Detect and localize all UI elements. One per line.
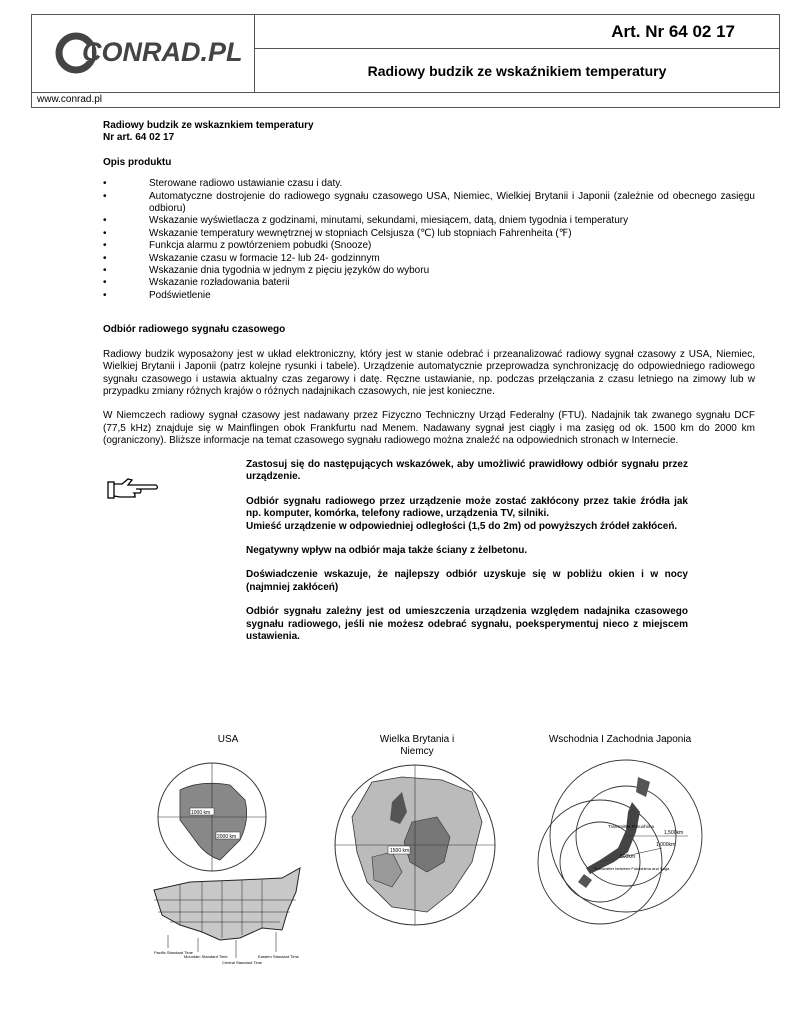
logo-text: CONRAD.PL: [82, 37, 243, 67]
logo-cell: [32, 15, 255, 92]
bullet: •: [103, 240, 107, 252]
list-item: • Wskazanie czasu w formacie 12- lub 24- godzinnym: [103, 252, 380, 264]
list-item: • Podświetlenie: [103, 289, 211, 301]
list-item: • Wskazanie wyświetlacza z godzinami, minutami, sekundami, miesiącem, datą, dniem tygodnia i temperatury: [103, 215, 629, 227]
usa-label-1000km: 1000 km: [191, 810, 211, 816]
usa-zone-pacific: Pacific Standard Time: [154, 950, 193, 955]
bullet: •: [103, 178, 107, 190]
conrad-logo: [32, 15, 254, 92]
usa-zone-mountain: Mountain Standard Time: [184, 954, 228, 959]
list-item: • Automatyczne dostrojenie do radiowego sygnału czasowego USA, Niemiec, Wielkiej Brytanii i Japonii (zależnie od obecnego zasięgu odbioru): [103, 190, 755, 215]
intro-article-number: Nr art. 64 02 17: [103, 132, 175, 144]
bullet: •: [103, 215, 107, 227]
usa-caption: USA: [217, 734, 239, 745]
japan-caption: Wschodnia I Zachodnia Japonia: [548, 734, 692, 745]
note-4: Doświadczenie wskazuje, że najlepszy odbiór uzyskuje się w pobliżu okien i w nocy (najmniej zakłóceń): [246, 569, 688, 593]
bullet: •: [103, 227, 107, 239]
bullet: •: [103, 277, 107, 289]
reception-paragraph-2: W Niemczech radiowy sygnał czasowy jest nadawany przez Fizyczno Techniczny Urząd Federalny (FTU). Nadajnik tak zwanego sygnału DCF (77,5 kHz) znajduje się w Mainflingen obok Frankfurtu nad Menem. Nadawany sygnał jest ciągły i ma zasięg od ok. 1500 km do 2000 km (ograniczony). Bliższe informacje na temat czasowego sygnału radiowego można znaleźć na odpowiednich stronach w Internecie.: [103, 410, 755, 447]
europe-coverage-map: [332, 762, 498, 928]
list-item: • Wskazanie dnia tygodnia w jednym z pięciu języków do wyboru: [103, 265, 430, 277]
europe-label-1500km: 1500 km: [390, 848, 410, 854]
list-item: • Wskazanie temperatury wewnętrznej w stopniach Celsjusza (℃) lub stopniach Fahrenheita (℉): [103, 227, 572, 239]
reception-paragraph-1: Radiowy budzik wyposażony jest w układ elektroniczny, który jest w stanie odebrać i przeanalizować radiowy sygnał czasowy z USA, Niemiec, Wielkiej Brytanii i Japonii (patrz kolejne rysunki i tabele). Urządzenie automatycznie przeprowadza synchronizację do odpowiedniego radiowego sygnału czasowego i ustawia aktualny czas zegarowy i datę. Ręczne ustawianie, np. podczas przełączania z czasu letniego na zimowy lub w przypadku zmiany różnych krajów o różnych nadajnikach czasowych, nie jest konieczne.: [103, 348, 755, 397]
document-header: [31, 14, 780, 93]
japan-coverage-map: [528, 752, 718, 942]
main-content: [103, 120, 755, 448]
list-item: • Funkcja alarmu z powtórzeniem pobudki (Snooze): [103, 240, 372, 252]
list-item: • Sterowane radiowo ustawianie czasu i daty.: [103, 178, 343, 190]
japan-label-1000km: 1,000km: [656, 842, 676, 848]
reception-notes: [246, 459, 688, 655]
usa-label-2000km: 2000 km: [217, 834, 237, 840]
bullet: •: [103, 289, 107, 301]
note-2a: Odbiór sygnału radiowego przez urządzenie może zostać zakłócony przez takie źródła jak np. komputer, komórka, telefony radiowe, urządzenia TV, silniki.: [246, 495, 688, 520]
feature-list: [103, 178, 755, 302]
pointing-hand-icon: [106, 474, 160, 504]
usa-zone-central: Central Standard Time: [222, 960, 263, 965]
bullet: •: [103, 252, 107, 264]
website-url: www.conrad.pl: [31, 93, 780, 108]
bullet: •: [103, 265, 107, 277]
bullet: •: [103, 190, 107, 202]
page-title: Radiowy budzik ze wskaźnikiem temperatury: [367, 63, 667, 79]
intro-title: Radiowy budzik ze wskaznkiem temperatury: [103, 120, 314, 131]
reception-heading: Odbiór radiowego sygnału czasowego: [103, 324, 286, 336]
note-5: Odbiór sygnału zależny jest od umieszczenia urządzenia względem nadajnika czasowego sygnału radiowego, jeśli nie możesz odebrać sygnału, poeksperymentuj nieco z miejscem ustawienia.: [246, 606, 688, 643]
japan-label-transmitter-fukushima: Transmitter Fukushima: [608, 824, 654, 829]
note-3: Negatywny wpływ na odbiór maja także ściany z żelbetonu.: [246, 545, 528, 557]
list-item: • Wskazanie rozładowania baterii: [103, 277, 290, 289]
japan-label-1500km: 1,500km: [664, 830, 684, 836]
japan-label-transmitter-between: Transmitter between Fukushima and Saga: [594, 866, 670, 871]
article-number: Art. Nr 64 02 17: [255, 15, 779, 49]
description-heading: Opis produktu: [103, 156, 172, 168]
europe-caption: Wielka Brytania i Niemcy: [379, 734, 455, 757]
usa-zone-eastern: Eastern Standard Time: [258, 954, 299, 959]
note-2b: Umieść urządzenie w odpowiedniej odległości (1,5 do 2m) od powyższych źródeł zakłóceń.: [246, 520, 678, 532]
note-1: Zastosuj się do następujących wskazówek, aby umożliwić prawidłowy odbiór sygnału przez urządzenie.: [246, 459, 688, 483]
usa-coverage-map: [150, 760, 310, 990]
japan-label-500km: 500km: [620, 854, 636, 860]
